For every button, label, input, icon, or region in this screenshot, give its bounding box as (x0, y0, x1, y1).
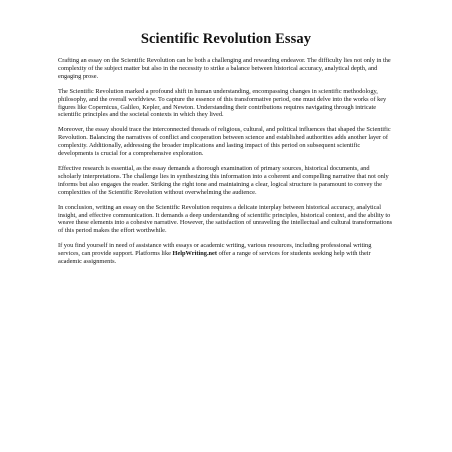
paragraph-conclusion: In conclusion, writing an essay on the Scientific Revolution requires a delicate interplay between historical accuracy, analytical insight, and effective communication. It demands a deep understanding of scientific principles, historical context, and the ability to weave these elements into a cohesive narrative. However, the satisfaction of unraveling the intellectual and cultural transformations of this period makes the effort worthwhile. (58, 203, 393, 235)
paragraph-intro: Crafting an essay on the Scientific Revolution can be both a challenging and rewarding endeavor. The difficulty lies not only in the complexity of the subject matter but also in the necessity to strike a balance between historical accuracy, analytical depth, and engaging prose. (58, 57, 391, 80)
assistance-text-after: offer a range of services for students seeking help with their academic assignments. (58, 250, 371, 266)
paragraph-influences: Moreover, the essay should trace the interconnected threads of religious, cultural, and political influences that shaped the Scientific Revolution. Balancing the narratives of conflict and cooperation between science and established authorities adds another layer of complexity. Additionally, addressing the broader implications and lasting impact of this period on subsequent scientific developments is crucial for a comprehensive exploration. (58, 126, 391, 158)
page-title: Scientific Revolution Essay (140, 31, 312, 47)
paragraph-research: Effective research is essential, as the essay demands a thorough examination of primary sources, historical documents, and scholarly interpretations. The challenge lies in synthesizing this information into a coherent and compelling narrative that not only informs but also engages the reader. Striking the right tone and maintaining a clear, logical structure is paramount to convey the complexities of the Scientific Revolution without overwhelming the audience. (58, 164, 389, 196)
assistance-text-before: If you find yourself in need of assistance with essays or academic writing, various resources, including professional writing services, can provide support. Platforms like (58, 242, 372, 258)
paragraph-shift: The Scientific Revolution marked a profound shift in human understanding, encompassing changes in scientific methodology, philosophy, and the overall worldview. To capture the essence of this transformative period, one must delve into the works of key figures like Copernicus, Galileo, Kepler, and Newton. Understanding their contributions requires navigating through intricate scientific principles and the societal contexts in which they lived. (58, 87, 387, 119)
paragraph-assistance (58, 242, 394, 266)
helpwriting-link-text: HelpWriting.net (172, 250, 217, 258)
